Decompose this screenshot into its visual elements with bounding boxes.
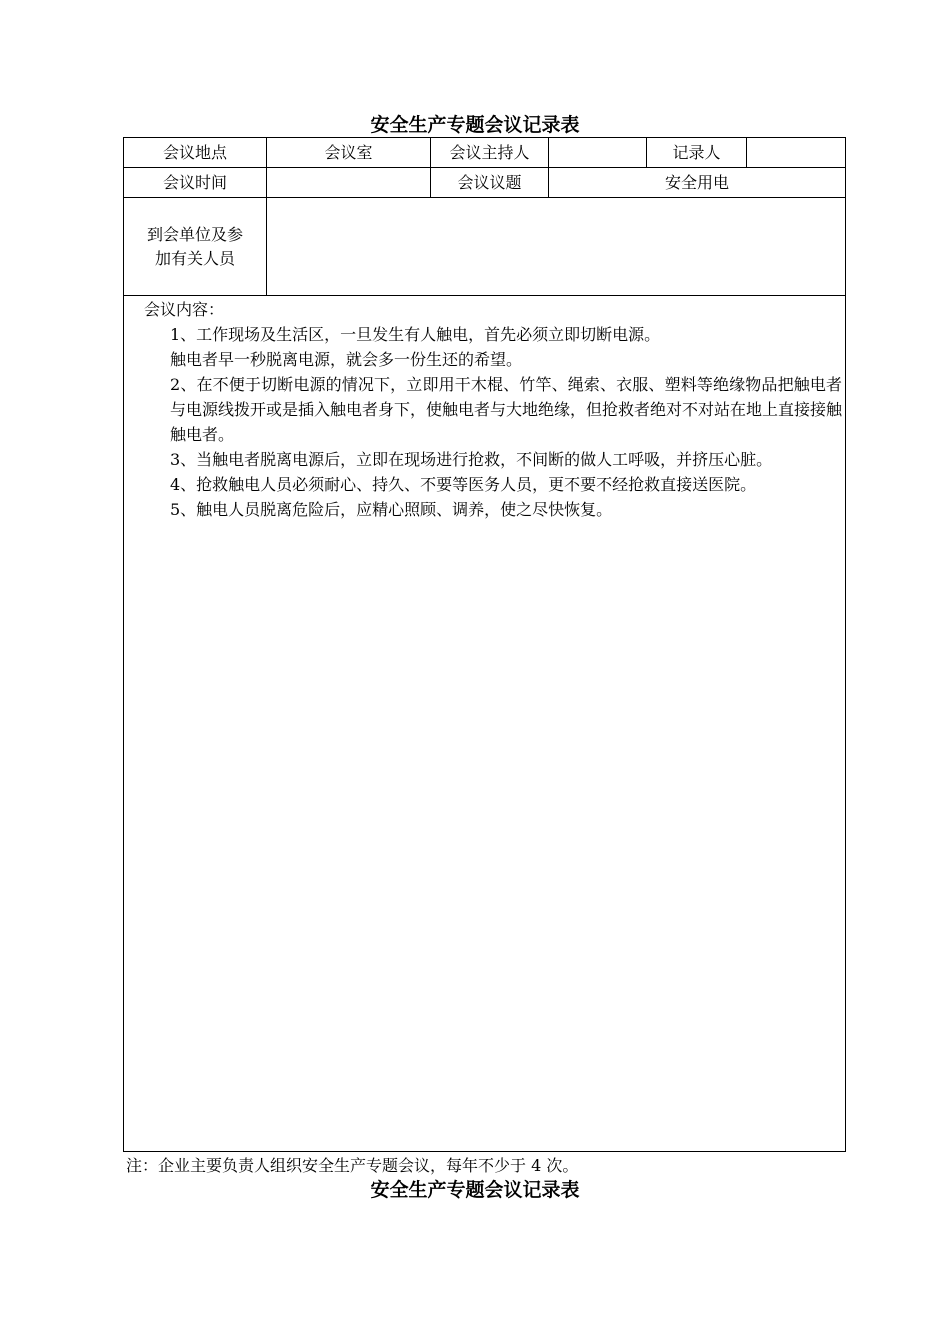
- location-label: 会议地点: [162, 142, 227, 162]
- attendees-label: [124, 198, 266, 295]
- recorder-label: 记录人: [672, 142, 721, 162]
- host-label: 会议主持人: [449, 142, 530, 162]
- attendees-label-line2: 加有关人员: [154, 248, 235, 268]
- meeting-content: [170, 322, 842, 522]
- attendees-label-line1: 到会单位及参: [146, 224, 243, 244]
- content-item: 2、在不便于切断电源的情况下，立即用干木棍、竹竿、绳索、衣服、塑料等绝缘物品把触电者与电源线拨开或是插入触电者身下，使触电者与大地绝缘，但抢救者绝对不对站在地上直接接触触电者。: [170, 375, 843, 444]
- content-label: 会议内容：: [144, 300, 225, 319]
- topic-value: 安全用电: [664, 172, 729, 192]
- recorder-value: [747, 138, 845, 167]
- location-value: 会议室: [324, 142, 373, 162]
- page-title: 安全生产专题会议记录表: [370, 114, 580, 136]
- content-item: 1、工作现场及生活区，一旦发生有人触电，首先必须立即切断电源。: [170, 325, 661, 344]
- host-value: [549, 138, 646, 167]
- meeting-record-form: [123, 137, 846, 1152]
- time-value: [267, 168, 430, 197]
- footnote: 注：企业主要负责人组织安全生产专题会议，每年不少于 4 次。: [126, 1156, 579, 1175]
- content-item: 3、当触电者脱离电源后，立即在现场进行抢救，不间断的做人工呼吸，并挤压心脏。: [170, 450, 773, 469]
- attendees-value: [267, 198, 845, 295]
- content-item: 触电者早一秒脱离电源，就会多一份生还的希望。: [170, 350, 523, 369]
- next-page-title: 安全生产专题会议记录表: [370, 1179, 580, 1201]
- row-divider: [124, 295, 845, 296]
- content-item: 4、抢救触电人员必须耐心、持久、不要等医务人员，更不要不经抢救直接送医院。: [170, 475, 757, 494]
- content-item: 5、触电人员脱离危险后，应精心照顾、调养，使之尽快恢复。: [170, 500, 613, 519]
- topic-label: 会议议题: [457, 172, 522, 192]
- time-label: 会议时间: [162, 172, 227, 192]
